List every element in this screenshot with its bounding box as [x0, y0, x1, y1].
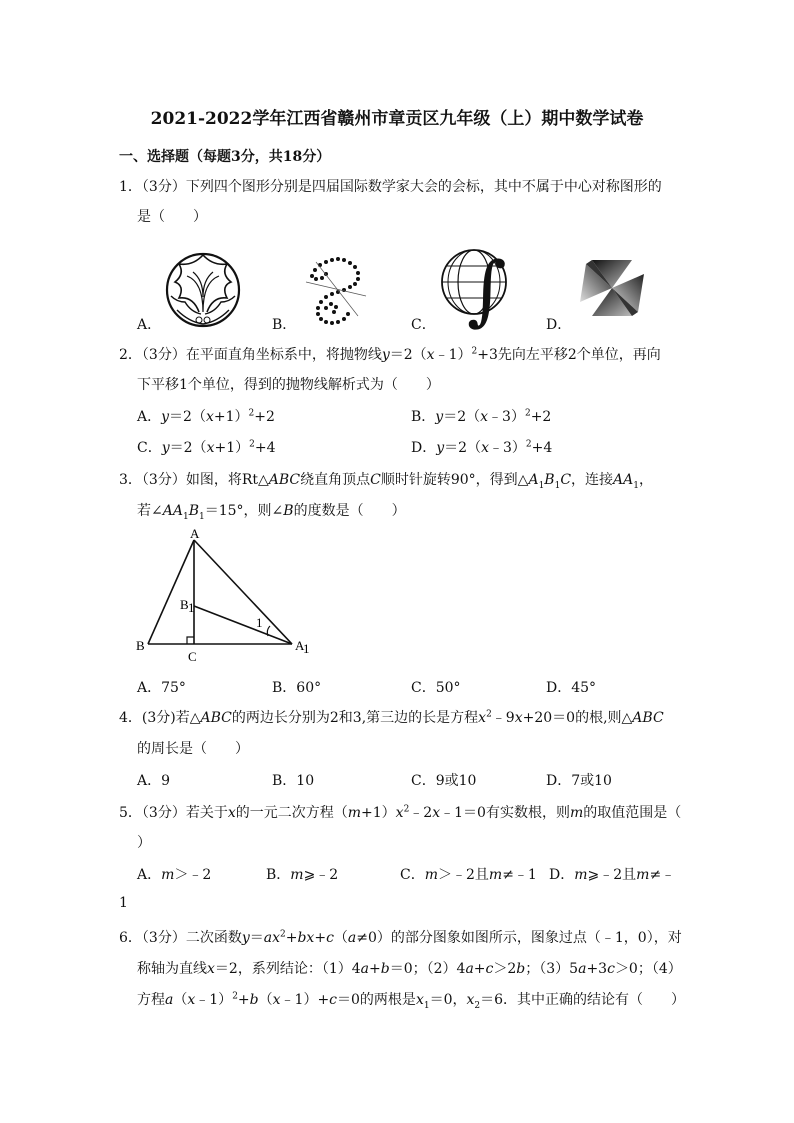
q1-stem-line2: 是（ ）	[137, 209, 207, 225]
q4-stem-line2: 的周长是（ ）	[137, 741, 249, 757]
q5-option-c[interactable]: C．m＞﹣2且m≠﹣1	[400, 867, 537, 883]
q3-option-a[interactable]: A．75°	[137, 680, 186, 696]
label-b1: B	[180, 597, 189, 612]
q5-stem-line2: ）	[137, 835, 151, 851]
q3-option-c[interactable]: C．50°	[411, 680, 461, 696]
q1-option-a-label: A．	[137, 317, 162, 333]
q2-option-a[interactable]: A．$y=2(x+1)^2+2$	[137, 408, 275, 425]
label-b1-sub: 1	[188, 600, 195, 615]
q6-stem-line2: 称轴为直线x＝2，系列结论：（1）4a+b＝0；（2）4a+c＞2b；（3）5a+3c＞0；（4）	[137, 961, 682, 977]
q4-option-b[interactable]: B．10	[272, 773, 315, 789]
q1-figure-b	[296, 252, 376, 328]
q1-figure-d	[572, 250, 652, 326]
label-a: A	[190, 526, 200, 541]
page-title: 2021-2022学年江西省赣州市章贡区九年级（上）期中数学试卷	[150, 109, 644, 129]
q1-stem-line1: 1．（3分）下列四个图形分别是四届国际数学家大会的会标，其中不属于中心对称图形的	[119, 179, 662, 195]
q1-option-c-label: C．	[411, 317, 436, 333]
label-angle-1: 1	[256, 615, 263, 630]
q1-figure-c	[436, 236, 512, 334]
q5-option-d-wrap: 1	[119, 895, 128, 911]
q1-option-b-label: B．	[272, 317, 297, 333]
q3-stem-line1: 3．（3分）如图，将Rt△ABC绕直角顶点C顺时针旋转90°，得到$\triangle A_1B_1C$，连接$AA_1$，	[119, 472, 654, 491]
q3-triangle-figure	[130, 526, 330, 666]
q4-option-a[interactable]: A．9	[137, 773, 171, 789]
q2-stem-line1: 2．（3分）在平面直角坐标系中，将抛物线y＝2（x﹣1）$^2$+3先向左平移2个单位，再向	[119, 346, 661, 363]
section-heading: 一、选择题（每题3分，共18分）	[119, 149, 331, 165]
label-a1: A	[295, 638, 305, 653]
q5-option-a[interactable]: A．m＞﹣2	[137, 867, 212, 883]
q1-figure-a	[163, 252, 243, 328]
integral-symbol: ∫	[467, 245, 507, 334]
label-b: B	[136, 638, 145, 653]
label-c: C	[188, 649, 197, 664]
q1-option-d-label: D．	[546, 317, 572, 333]
q3-option-d[interactable]: D．45°	[546, 680, 597, 696]
q6-stem-line1: 6．（3分）二次函数$y=ax^2+bx+c(a\ne 0)$的部分图象如图所示，图象过点（﹣1，0），对	[119, 929, 682, 946]
q3-stem-line2: 若$\angle AA_1B_1=15^\circ$，则∠B的度数是（ ）	[137, 503, 406, 522]
q4-option-d[interactable]: D．7或10	[546, 773, 612, 789]
q4-option-c[interactable]: C．9或10	[411, 773, 477, 789]
q5-option-b[interactable]: B．m⩾﹣2	[266, 867, 339, 883]
q2-stem-line2: 下平移1个单位，得到的抛物线解析式为（ ）	[137, 377, 440, 393]
q5-option-d[interactable]: D．m⩾﹣2且m≠﹣	[549, 867, 676, 883]
q2-option-c[interactable]: C．$y=2(x+1)^2+4$	[137, 439, 276, 456]
label-a1-sub: 1	[303, 641, 310, 656]
q2-option-b[interactable]: B．y＝2（x﹣3）$^2$+2	[411, 408, 552, 425]
q4-stem-line1: 4．(3分)若△ABC的两边长分别为2和3,第三边的长是方程$x^2﹣9x+20=0$的根,则△ABC	[119, 709, 664, 726]
q3-option-b[interactable]: B．60°	[272, 680, 322, 696]
q2-option-d[interactable]: D．y＝2（x﹣3）$^2$+4	[411, 439, 553, 456]
q5-stem-line1: 5．（3分）若关于x的一元二次方程$(m+1)x^2﹣2x﹣1=0$有实数根，则m的取值范围是（	[119, 804, 682, 821]
q6-stem-line3: 方程a（x﹣1）$^2$+b（x﹣1）+c＝0的两根是$x_1=0$，$x_2=6$．其中正确的结论有（ ）	[137, 991, 686, 1011]
